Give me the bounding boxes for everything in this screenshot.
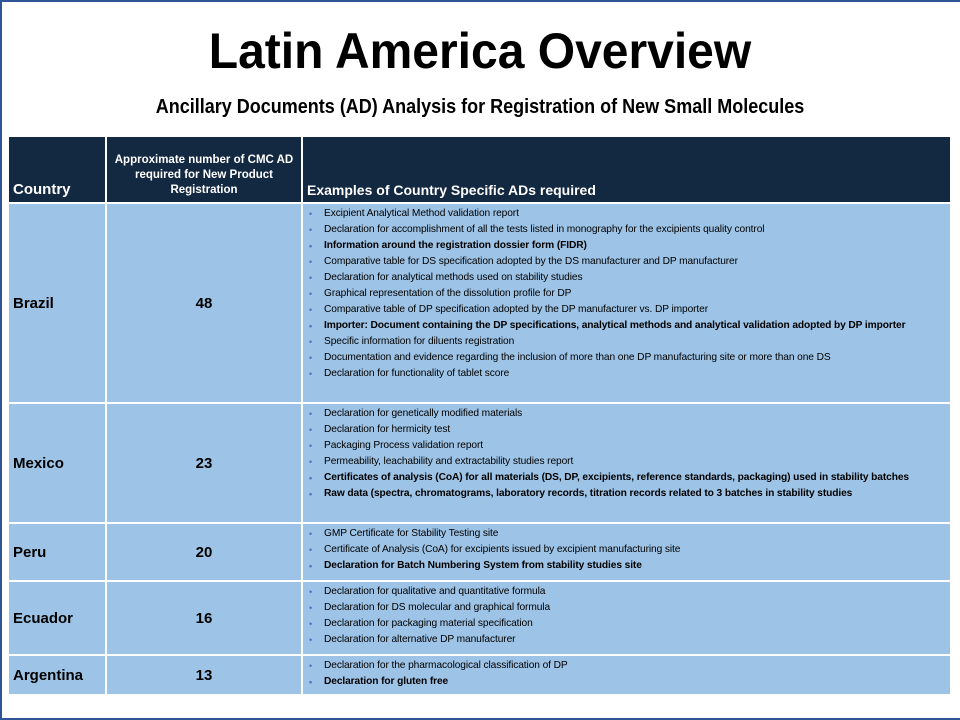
header-country: Country [9, 137, 105, 202]
bullet-item: • Declaration for accomplishment of all the tests listed in monography for the excipients quality control [307, 222, 946, 238]
examples-cell [303, 404, 950, 522]
table-row [9, 404, 950, 522]
slide-title: Latin America Overview [208, 23, 752, 79]
bullet-item: • Declaration for functionality of tablet score [307, 366, 946, 382]
examples-cell [303, 582, 950, 654]
examples-cell [303, 204, 950, 402]
count-cell: 13 [107, 656, 301, 694]
bullet-item: • Comparative table of DP specification adopted by the DP manufacturer vs. DP importer [307, 302, 946, 318]
bullet-item: • GMP Certificate for Stability Testing site [307, 526, 946, 542]
country-cell: Ecuador [9, 582, 105, 654]
bullet-item: • Specific information for diluents registration [307, 334, 946, 350]
table-row [9, 656, 950, 694]
count-cell: 20 [107, 524, 301, 580]
bullet-item: • Permeability, leachability and extractability studies report [307, 454, 946, 470]
examples-list [307, 526, 946, 574]
bullet-item: • Declaration for hermicity test [307, 422, 946, 438]
examples-list [307, 406, 946, 502]
examples-list [307, 206, 946, 382]
bullet-item: • Declaration for the pharmacological classification of DP [307, 658, 946, 674]
country-cell: Brazil [9, 204, 105, 402]
bullet-item: • Declaration for analytical methods used on stability studies [307, 270, 946, 286]
table-row [9, 582, 950, 654]
count-cell: 23 [107, 404, 301, 522]
table-row [9, 524, 950, 580]
bullet-item: • Certificates of analysis (CoA) for all materials (DS, DP, excipients, reference standards, packaging) used in stability batches [307, 470, 946, 486]
slide-subtitle: Ancillary Documents (AD) Analysis for Registration of New Small Molecules [155, 96, 805, 118]
bullet-item: • Certificate of Analysis (CoA) for excipients issued by excipient manufacturing site [307, 542, 946, 558]
bullet-item: • Comparative table for DS specification adopted by the DS manufacturer and DP manufacturer [307, 254, 946, 270]
country-cell: Peru [9, 524, 105, 580]
bullet-item: • Packaging Process validation report [307, 438, 946, 454]
count-cell: 16 [107, 582, 301, 654]
bullet-item: • Declaration for gluten free [307, 674, 946, 690]
examples-cell [303, 524, 950, 580]
header-examples: Examples of Country Specific ADs required [303, 137, 950, 202]
country-cell: Mexico [9, 404, 105, 522]
bullet-item: • Raw data (spectra, chromatograms, laboratory records, titration records related to 3 batches in stability studies [307, 486, 946, 502]
bullet-item: • Declaration for alternative DP manufacturer [307, 632, 946, 648]
bullet-item: • Importer: Document containing the DP specifications, analytical methods and analytical validation adopted by DP importer [307, 318, 946, 334]
count-cell: 48 [107, 204, 301, 402]
bullet-item: • Information around the registration dossier form (FIDR) [307, 238, 946, 254]
table-header-row [9, 137, 950, 202]
bullet-item: • Declaration for packaging material specification [307, 616, 946, 632]
bullet-item: • Declaration for qualitative and quantitative formula [307, 584, 946, 600]
table-row [9, 204, 950, 402]
bullet-item: • Documentation and evidence regarding the inclusion of more than one DP manufacturing site or more than one DS [307, 350, 946, 366]
bullet-item: • Excipient Analytical Method validation report [307, 206, 946, 222]
header-count: Approximate number of CMC AD required for New Product Registration [107, 137, 301, 202]
examples-cell [303, 656, 950, 694]
bullet-item: • Declaration for genetically modified materials [307, 406, 946, 422]
bullet-item: • Graphical representation of the dissolution profile for DP [307, 286, 946, 302]
ad-analysis-table [7, 135, 952, 696]
bullet-item: • Declaration for Batch Numbering System from stability studies site [307, 558, 946, 574]
examples-list [307, 584, 946, 648]
country-cell: Argentina [9, 656, 105, 694]
bullet-item: • Declaration for DS molecular and graphical formula [307, 600, 946, 616]
examples-list [307, 658, 946, 690]
